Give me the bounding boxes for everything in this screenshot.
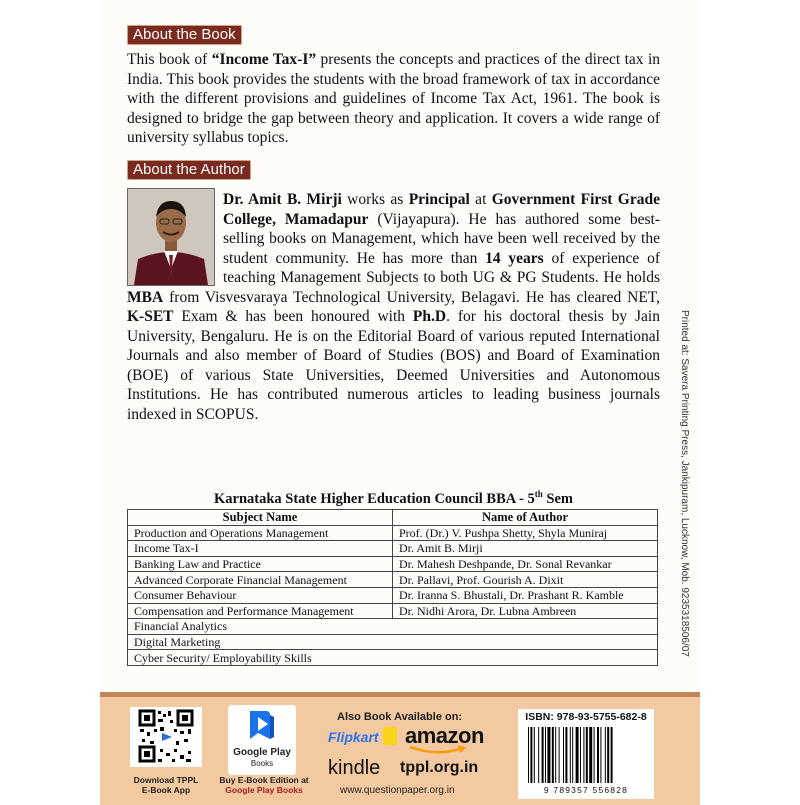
author-text-segment: Exam & has been honoured with bbox=[173, 308, 413, 325]
about-book-pre: This book of bbox=[127, 51, 212, 68]
table-header-row bbox=[128, 510, 658, 526]
about-book-text bbox=[127, 50, 660, 148]
website-link[interactable]: www.questionpaper.org.in bbox=[340, 785, 455, 796]
subject-cell: Advanced Corporate Financial Management bbox=[128, 572, 393, 588]
author-text-segment: of experience of teaching Management Subjects to both UG & PG Students. He holds bbox=[223, 249, 660, 286]
about-author-text bbox=[127, 190, 660, 424]
flipkart-bag-icon bbox=[383, 727, 397, 745]
qr-caption-line-2: E-Book App bbox=[141, 785, 191, 795]
subject-cell: Cyber Security/ Employability Skills bbox=[128, 650, 658, 666]
author-text-segment: K-SET bbox=[127, 308, 174, 325]
subject-cell: Digital Marketing bbox=[128, 634, 658, 650]
kindle-logo[interactable]: kindle bbox=[328, 757, 381, 779]
google-play-books-icon bbox=[228, 705, 296, 745]
author-text-segment: from Visvesvaraya Technological University, Belagavi. He has cleared NET, bbox=[163, 288, 660, 306]
table-title-main: Karnataka State Higher Education Council BBA - 5 bbox=[213, 490, 535, 507]
author-text-segment: . for his doctoral thesis by Jain University, Bengaluru. He is on the Editorial Board of various reputed International Journals and also member of Board of Studies (BOS) and Board of Examination (BOE) of various State Universities, Deemed Universities and Autonomous Institutions. He has contributed numerous articles to leading business journals indexed in SCOPUS. bbox=[127, 308, 660, 423]
author-cell: Prof. (Dr.) V. Pushpa Shetty, Shyla Muniraj bbox=[393, 525, 658, 541]
about-book-post: presents the concepts and practices of the direct tax in India. This book provides the students with the broad framework of tax in accordance with the different provisions and guidelines of Income Tax Act, 1961. The book is designed to bridge the gap between theory and application. It covers a wide range of university syllabus topics. bbox=[127, 51, 660, 146]
google-play-books-badge[interactable] bbox=[228, 705, 296, 775]
table-row bbox=[128, 525, 658, 541]
gp-caption-line-1: Buy E-Book Edition at bbox=[219, 775, 309, 785]
qr-caption-line-1: Download TPPL bbox=[133, 775, 199, 785]
also-available-label: Also Book Available on: bbox=[337, 711, 463, 723]
subject-cell: Income Tax-I bbox=[128, 541, 393, 557]
table-title bbox=[127, 489, 660, 508]
author-text-segment: Dr. Amit B. Mirji bbox=[223, 191, 342, 208]
author-cell: Dr. Mahesh Deshpande, Dr. Sonal Revankar bbox=[393, 556, 658, 572]
author-text-segment: MBA bbox=[127, 288, 164, 306]
author-cell: Dr. Nidhi Arora, Dr. Lubna Ambreen bbox=[393, 603, 658, 619]
about-author-heading: About the Author bbox=[127, 160, 251, 180]
subject-cell: Financial Analytics bbox=[128, 619, 658, 635]
subjects-table bbox=[127, 509, 658, 666]
author-text-segment: Principal bbox=[408, 191, 470, 208]
flipkart-logo[interactable]: Flipkart bbox=[328, 729, 379, 745]
author-cell: Dr. Iranna S. Bhustali, Dr. Prashant R. Kamble bbox=[393, 587, 658, 603]
table-title-sup: th bbox=[534, 489, 543, 499]
qr-caption bbox=[122, 775, 210, 795]
author-text-segment: at bbox=[469, 191, 492, 208]
amazon-logo[interactable]: amazon bbox=[405, 723, 484, 748]
table-title-end: Sem bbox=[542, 490, 573, 507]
gp-caption bbox=[216, 775, 312, 795]
book-title: “Income Tax-I” bbox=[211, 51, 317, 68]
author-text-segment: Ph.D bbox=[412, 308, 447, 325]
google-play-name: Google Play bbox=[233, 747, 291, 758]
printer-info: Printed at: Savera Printing Press, Jankipuram, Lucknow, Mob. 9235318506/07 bbox=[679, 310, 690, 657]
barcode-digits: 9 789357 556828 bbox=[543, 785, 629, 795]
footer-band bbox=[100, 692, 700, 805]
table-row bbox=[128, 619, 658, 635]
author-cell: Dr. Pallavi, Prof. Gourish A. Dixit bbox=[393, 572, 658, 588]
google-play-sub: Books bbox=[250, 759, 274, 768]
qr-code bbox=[130, 707, 202, 767]
table-row bbox=[128, 634, 658, 650]
table-row bbox=[128, 587, 658, 603]
about-book-heading: About the Book bbox=[127, 25, 242, 45]
author-text-segment: 14 years bbox=[485, 249, 544, 267]
subject-cell: Production and Operations Management bbox=[128, 525, 393, 541]
table-row bbox=[128, 650, 658, 666]
subject-cell: Consumer Behaviour bbox=[128, 587, 393, 603]
amazon-smile-icon bbox=[408, 745, 468, 755]
barcode-icon bbox=[526, 727, 646, 785]
header-author: Name of Author bbox=[393, 510, 658, 526]
header-subject: Subject Name bbox=[128, 510, 393, 526]
table-row bbox=[128, 603, 658, 619]
author-text-segment: (Vijayapura). He has authored some best-selling books on Management, which have been well received by the student community. He has more than bbox=[223, 210, 660, 267]
tppl-logo[interactable]: tppl.org.in bbox=[400, 759, 479, 776]
table-row bbox=[128, 556, 658, 572]
author-cell: Dr. Amit B. Mirji bbox=[393, 541, 658, 557]
subject-cell: Banking Law and Practice bbox=[128, 556, 393, 572]
author-text-segment: works as bbox=[341, 191, 409, 208]
author-text-segment: Government First Grade College, Mamadapur bbox=[223, 191, 660, 228]
photo-spacer bbox=[127, 190, 223, 287]
isbn-barcode-box bbox=[518, 709, 654, 799]
subject-cell: Compensation and Performance Management bbox=[128, 603, 393, 619]
table-row bbox=[128, 541, 658, 557]
table-row bbox=[128, 572, 658, 588]
isbn-label: ISBN: 978-93-5755-682-8 bbox=[525, 711, 647, 723]
gp-caption-line-2: Google Play Books bbox=[225, 785, 303, 795]
